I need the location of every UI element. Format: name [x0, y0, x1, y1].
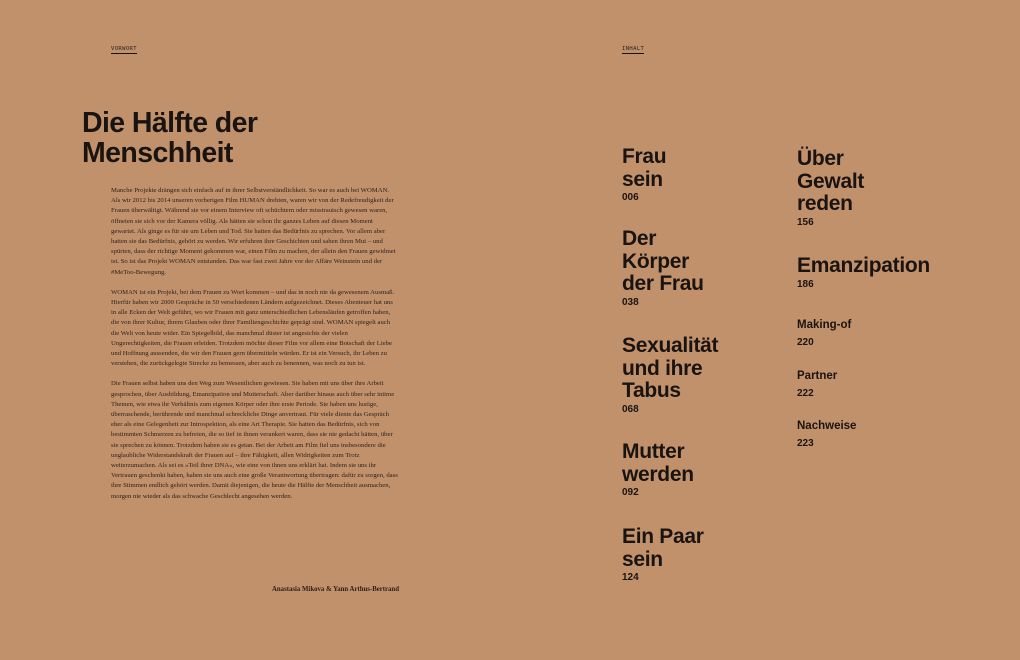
toc-entry-making-of[interactable] [797, 318, 851, 349]
section-label-inhalt: INHALT [622, 46, 645, 52]
toc-entry-page: 006 [622, 192, 639, 203]
toc-entry-mutter[interactable] [622, 441, 694, 499]
toc-entry-frau-sein[interactable] [622, 146, 666, 204]
page-title: Die Hälfte der Menschheit [82, 107, 258, 169]
toc-entry-title: Partner [797, 370, 838, 382]
foreword-paragraph: Die Frauen selbst haben uns den Weg zum Wesentlichen gewiesen. Sie haben mit uns über ihre Arbeit gesprochen, über Ausbildung, Emanzipation und Mutterschaft. Aber darüber hinaus auch über sehr intime Themen, wie etwa ihr Verhältnis zum eigenen Körper oder ihre erste Periode. Sie haben uns lustige, überraschende, berührende und manchmal schreckliche Dinge anvertraut. Für viele diente das Gespräch eher als eine Gelegenheit zur Introspektion, als eine Art Therapie. Sie hatten das Bedürfnis, sich von bestimmten Schmerzen zu befreien, die so tief in ihnen verankert waren, dass sie nie gedacht hätten, über sie sprechen zu können. Trotzdem haben sie es getan. Bei der Arbeit am Film fiel uns insbesondere die unglaubliche Widerstandskraft der Frauen auf – ihre Fähigkeit, allen Widrigkeiten zum Trotz weiterzumachen. Als sei es »Teil ihrer DNA«, wie eine von ihnen uns erklärt hat. Indem sie uns ihr Vertrauen geschenkt haben, haben sie uns auch eine große Verantwortung übertragen: dafür zu sorgen, dass ihre Stimmen endlich gehört werden. Damit diejenigen, die heute die Hälfte der Menschheit ausmachen, morgen nie wieder als das schwache Geschlecht angesehen werden. [111, 380, 398, 500]
toc-entry-page: 220 [797, 337, 814, 348]
foreword-paragraph: Manche Projekte drängen sich einfach auf in ihrer Selbstverständlichkeit. So war es auch bei WOMAN. Als wir 2012 bis 2014 unseren vorherigen Film HUMAN drehten, waren wir von der Redefreudigkeit der Frauen überwältigt. Während sie vor einem Interview oft schüchtern oder misstrauisch gewesen waren, öffneten sie sich vor der Kamera völlig. Als hätten sie schon ihr ganzes Leben auf diesen Moment gewartet. Als ginge es für sie um Leben und Tod. Sie hatten das Bedürfnis zu sprechen. Vor allem aber hatten sie das Bedürfnis, gehört zu werden. Wir erfuhren ihre Geschichten und sahen ihren Mut – und spürten, dass der richtige Moment gekommen war, einen Film zu machen, der allein den Frauen gewidmet ist. So ist das Projekt WOMAN entstanden. Das war fast zwei Jahre vor der Affäre Weinstein und der #MeToo-Bewegung. [111, 187, 396, 276]
toc-entry-title: Emanzipation [797, 254, 930, 277]
toc-entry-paar[interactable] [622, 526, 704, 584]
foreword-paragraph: WOMAN ist ein Projekt, bei dem Frauen zu Wort kommen – und das in noch nie da gewesenem Ausmaß. Hierfür haben wir 2000 Gespräche in 50 verschiedenen Ländern aufgezeichnet. Dieses Abenteuer hat uns in alle Ecken der Welt geführt, wo wir Frauen mit ganz unterschiedlichen Lebensläufen getroffen haben, die von ihrer Kultur, ihrem Glauben oder ihrer Familiengeschichte geprägt sind. WOMAN spiegelt auch die Welt von heute wider. Ein Spiegelbild, das manchmal düster ist angesichts der vielen Ungerechtigkeiten, die Frauen erleiden. Trotzdem möchte dieser Film vor allem eine Botschaft der Liebe und Hoffnung aussenden, die wir den Frauen gern übermitteln würden. Er ist ein Versuch, ihr Leben zu verstehen, die zurückgelegte Strecke zu bemessen, aber auch zu benennen, was noch zu tun ist. [111, 288, 395, 368]
toc-entry-page: 222 [797, 388, 814, 399]
toc-entry-title: Frau sein [622, 145, 667, 191]
toc-entry-title: Der Körper der Frau [622, 227, 704, 295]
section-label-vorwort: VORWORT [111, 46, 137, 52]
toc-entry-page: 156 [797, 216, 814, 228]
toc-entry-title: Ein Paar sein [622, 525, 704, 571]
toc-entry-emanzipation[interactable] [797, 255, 930, 291]
toc-entry-page: 124 [622, 572, 639, 583]
right-page [510, 0, 1020, 660]
toc-entry-title: Making-of [797, 319, 852, 331]
toc-entry-title: Mutter werden [622, 440, 694, 486]
toc-entry-page: 038 [622, 296, 639, 308]
toc-entry-nachweise[interactable] [797, 419, 856, 450]
toc-entry-gewalt[interactable] [797, 148, 864, 229]
toc-entry-page: 092 [622, 487, 639, 498]
toc-entry-title: Über Gewalt reden [797, 147, 865, 215]
foreword-text [111, 186, 399, 512]
toc-entry-partner[interactable] [797, 369, 837, 400]
toc-entry-page: 068 [622, 403, 639, 415]
toc-entry-title: Nachweise [797, 420, 857, 432]
author-signature: Anastasia Mikova & Yann Arthus-Bertrand [271, 586, 399, 593]
toc-entry-koerper[interactable] [622, 228, 704, 309]
toc-entry-page: 223 [797, 438, 814, 449]
toc-entry-title: Sexualität und ihre Tabus [622, 334, 719, 402]
toc-entry-page: 186 [797, 278, 814, 290]
toc-entry-sexualitaet[interactable] [622, 335, 718, 416]
